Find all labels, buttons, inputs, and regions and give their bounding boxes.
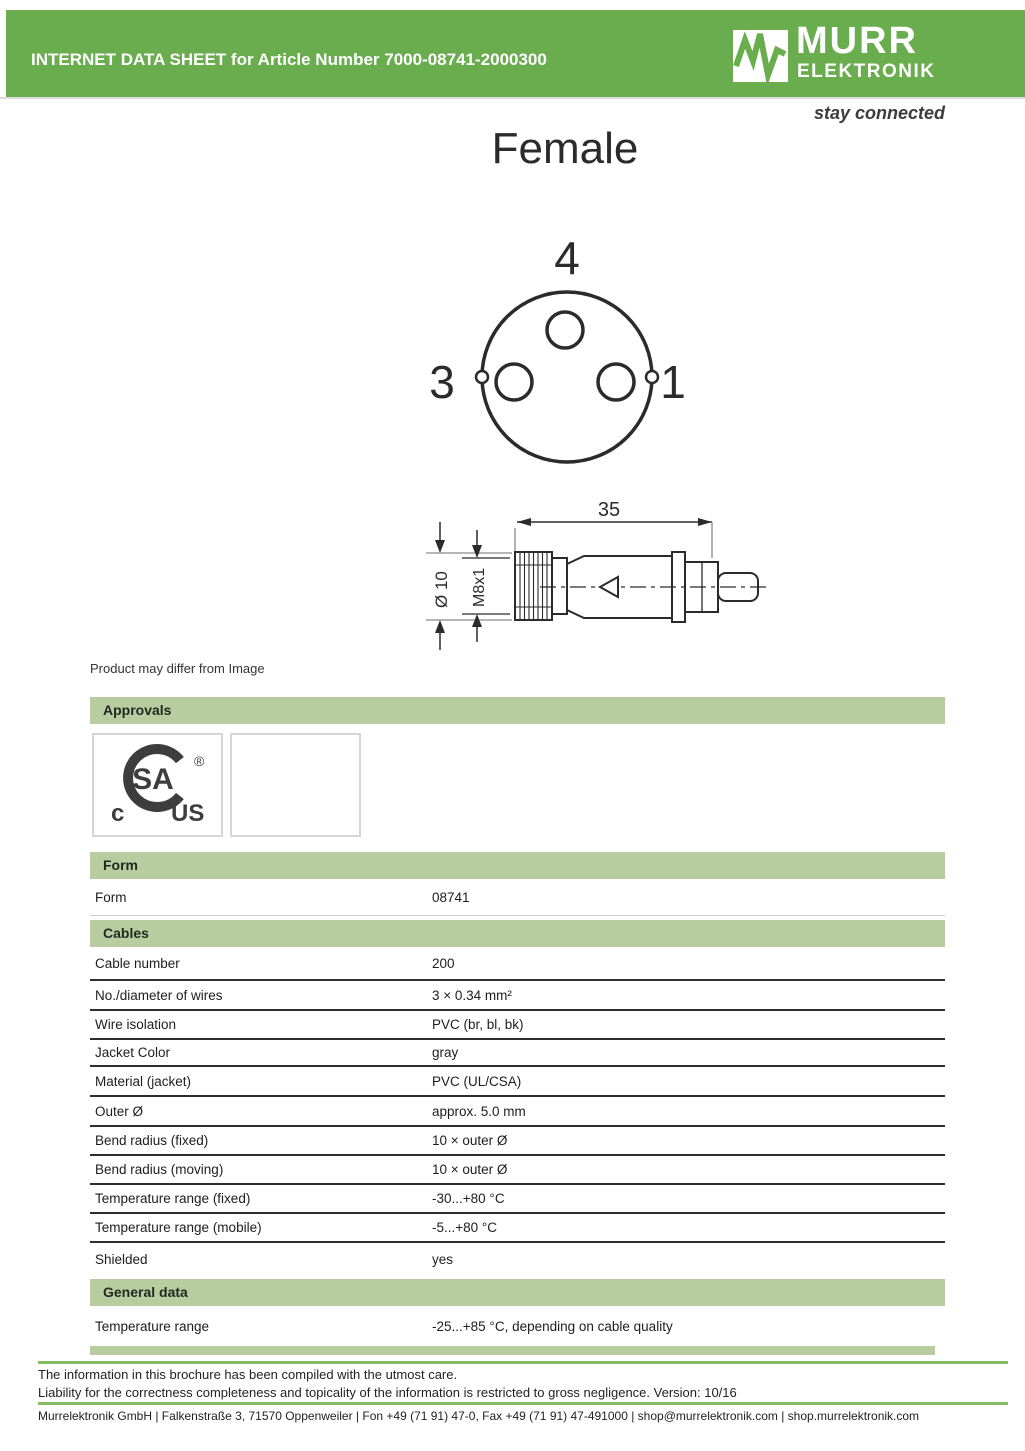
footer-note-line1: The information in this brochure has been compiled with the utmost care. <box>38 1367 458 1382</box>
footer-divider-bottom <box>38 1402 1008 1405</box>
banner-divider <box>0 97 1025 99</box>
row-value: 08741 <box>432 889 470 905</box>
table-row <box>90 981 945 1011</box>
pin-4-label: 4 <box>554 232 580 284</box>
section-title: General data <box>103 1284 188 1300</box>
svg-text:SA: SA <box>132 763 174 796</box>
row-label: Temperature range (mobile) <box>95 1220 262 1235</box>
pin-4-hole <box>547 312 583 348</box>
cables-table <box>90 947 945 1276</box>
table-row <box>90 947 945 981</box>
svg-text:US: US <box>171 800 205 827</box>
row-label: Shielded <box>95 1252 148 1267</box>
table-row <box>90 1214 945 1243</box>
row-label: Cable number <box>95 955 180 971</box>
keying-notch-left <box>476 371 488 383</box>
murr-logo-icon <box>733 30 788 82</box>
table-row <box>90 1011 945 1040</box>
brand-tagline: stay connected <box>813 103 945 123</box>
table-row <box>90 1067 945 1097</box>
header-banner <box>6 10 1025 97</box>
table-row <box>90 1127 945 1156</box>
table-row <box>90 1156 945 1185</box>
row-value: approx. 5.0 mm <box>432 1103 526 1119</box>
section-title: Form <box>103 857 138 873</box>
table-row <box>90 1306 945 1346</box>
svg-text:®: ® <box>194 753 205 769</box>
row-label: Temperature range (fixed) <box>95 1191 251 1206</box>
footer-contact-line: Murrelektronik GmbH | Falkenstraße 3, 71570 Oppenweiler | Fon +49 (71 91) 47-0, Fax +49 (71 91) 47-491000 | shop@murrelektronik.com | shop.murrelektronik.com <box>38 1409 920 1423</box>
row-value: PVC (UL/CSA) <box>432 1073 522 1089</box>
section-band-truncated <box>90 1346 935 1355</box>
section-title: Cables <box>103 925 149 941</box>
row-value: 3 × 0.34 mm² <box>432 987 512 1003</box>
footer-divider-top <box>38 1361 1008 1364</box>
section-title: Approvals <box>103 702 172 718</box>
row-value: 10 × outer Ø <box>432 1133 508 1148</box>
pin-1-label: 1 <box>660 356 686 408</box>
section-band-form <box>90 852 945 879</box>
section-band-approvals <box>90 697 945 724</box>
connector-side-view-diagram <box>400 492 790 662</box>
length-dimension-label: 35 <box>597 499 621 521</box>
csa-c-us-icon <box>107 743 207 827</box>
connector-face-diagram <box>410 228 724 472</box>
section-band-general-data <box>90 1279 945 1306</box>
row-label: Temperature range <box>95 1318 210 1334</box>
row-label: Material (jacket) <box>95 1073 192 1089</box>
thread-size-label: M8x1 <box>471 567 488 607</box>
row-label: Form <box>95 889 127 905</box>
row-value: 10 × outer Ø <box>432 1162 508 1177</box>
row-label: No./diameter of wires <box>95 987 223 1003</box>
row-value: -30...+80 °C <box>432 1191 505 1206</box>
table-row <box>90 879 945 916</box>
page-title: INTERNET DATA SHEET for Article Number 7000-08741-2000300 <box>31 50 547 69</box>
row-value: PVC (br, bl, bk) <box>432 1017 524 1032</box>
pin-3-hole <box>496 364 532 400</box>
row-label: Wire isolation <box>95 1017 177 1032</box>
svg-text:c: c <box>111 800 125 827</box>
keying-notch-right <box>646 371 658 383</box>
row-value: gray <box>432 1045 459 1060</box>
table-row <box>90 1185 945 1214</box>
outer-diameter-label: Ø 10 <box>432 571 451 608</box>
approval-badge-box-empty <box>230 733 361 837</box>
row-value: -5...+80 °C <box>432 1220 498 1235</box>
brand-name-top: MURR <box>796 20 918 62</box>
product-disclaimer: Product may differ from Image <box>90 661 265 676</box>
approval-badge-box <box>92 733 223 837</box>
pin-3-label: 3 <box>429 356 455 408</box>
row-label: Bend radius (fixed) <box>95 1133 209 1148</box>
section-band-cables <box>90 920 945 947</box>
row-value: -25...+85 °C, depending on cable quality <box>432 1318 673 1334</box>
brand-name-bottom: ELEKTRONIK <box>797 61 936 82</box>
table-row <box>90 1040 945 1067</box>
row-value: 200 <box>432 955 455 971</box>
table-row <box>90 1243 945 1276</box>
table-row <box>90 1097 945 1127</box>
pin-1-hole <box>598 364 634 400</box>
collar <box>552 558 567 614</box>
row-label: Outer Ø <box>95 1103 144 1119</box>
row-label: Bend radius (moving) <box>95 1162 224 1177</box>
footer-note-line2: Liability for the correctness completeness and topicality of the information is restricted to gross negligence. Version: 10/16 <box>38 1385 737 1400</box>
row-value: yes <box>432 1252 454 1267</box>
connector-gender-title: Female <box>491 124 639 173</box>
row-label: Jacket Color <box>95 1045 171 1060</box>
